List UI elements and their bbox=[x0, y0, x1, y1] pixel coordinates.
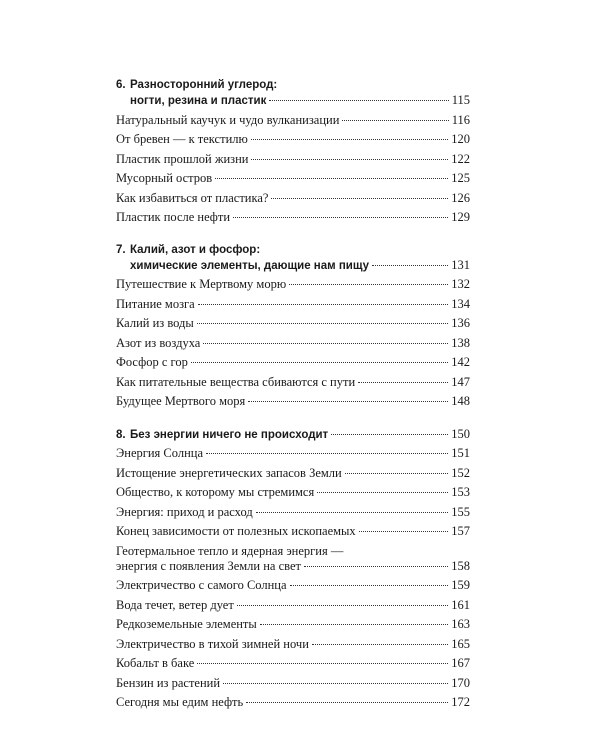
entry-title: Путешествие к Мертвому морю bbox=[116, 277, 287, 291]
page-number: 134 bbox=[451, 296, 470, 311]
page-number: 115 bbox=[451, 93, 470, 107]
toc-entry[interactable] bbox=[116, 656, 470, 671]
entry-title: Как питательные вещества сбиваются с пути bbox=[116, 374, 356, 389]
toc-entry[interactable] bbox=[116, 485, 470, 500]
dot-leader bbox=[198, 304, 449, 305]
page-number: 167 bbox=[451, 656, 470, 670]
chapter-title-row[interactable] bbox=[116, 258, 470, 273]
dot-leader bbox=[256, 512, 449, 513]
chapter-number: 6. bbox=[116, 79, 126, 91]
page-number: 126 bbox=[451, 190, 470, 205]
entry-title: Калий из воды bbox=[116, 316, 194, 330]
toc-entry-multiline[interactable] bbox=[116, 544, 470, 574]
page-number: 136 bbox=[451, 316, 470, 330]
chapter-8 bbox=[116, 427, 470, 710]
dot-leader bbox=[251, 139, 448, 140]
entry-title-line1: Геотермальное тепло и ядерная энергия — bbox=[116, 543, 344, 558]
dot-leader bbox=[248, 401, 448, 402]
toc-entry[interactable] bbox=[116, 598, 470, 613]
page-number: 153 bbox=[451, 485, 470, 499]
dot-leader bbox=[246, 702, 448, 703]
page-number: 172 bbox=[451, 695, 470, 709]
entry-title: Конец зависимости от полезных ископаемых bbox=[116, 524, 356, 538]
toc-entry[interactable] bbox=[116, 171, 470, 186]
dot-leader bbox=[312, 644, 448, 645]
dot-leader bbox=[271, 198, 448, 199]
dot-leader bbox=[289, 284, 448, 285]
entry-title: От бревен — к текстилю bbox=[116, 132, 248, 146]
dot-leader bbox=[290, 585, 449, 586]
entry-title: Будущее Мертвого моря bbox=[116, 394, 246, 408]
entry-title: Бензин из растений bbox=[116, 675, 221, 690]
entry-title: Как избавиться от пластика? bbox=[116, 190, 269, 205]
page-number: 151 bbox=[451, 446, 470, 460]
dot-leader bbox=[215, 178, 448, 179]
entry-title: Вода течет, ветер дует bbox=[116, 597, 234, 612]
table-of-contents bbox=[116, 78, 470, 728]
chapter-title-line1: Разносторонний углерод: bbox=[130, 79, 278, 91]
page-number: 148 bbox=[451, 394, 470, 408]
chapter-7 bbox=[116, 243, 470, 409]
chapter-heading bbox=[116, 78, 470, 93]
chapter-title-row[interactable] bbox=[116, 93, 470, 108]
entry-title-row bbox=[116, 559, 470, 574]
entry-title: Азот из воздуха bbox=[116, 335, 201, 350]
page-number: 131 bbox=[451, 257, 470, 272]
dot-leader bbox=[197, 323, 448, 324]
toc-entry[interactable] bbox=[116, 336, 470, 351]
toc-entry[interactable] bbox=[116, 695, 470, 710]
page-number: 161 bbox=[451, 597, 470, 612]
chapter-title-line2: ногти, резина и пластик bbox=[130, 95, 267, 107]
entry-title: Мусорный остров bbox=[116, 171, 213, 185]
dot-leader bbox=[223, 683, 448, 684]
toc-entry[interactable] bbox=[116, 316, 470, 331]
toc-entry[interactable] bbox=[116, 191, 470, 206]
page-number: 120 bbox=[451, 132, 470, 146]
page-number: 147 bbox=[451, 374, 470, 389]
dot-leader bbox=[358, 382, 448, 383]
page-number: 158 bbox=[451, 558, 470, 573]
entry-title: Истощение энергетических запасов Земли bbox=[116, 465, 342, 480]
toc-entry[interactable] bbox=[116, 524, 470, 539]
toc-entry[interactable] bbox=[116, 297, 470, 312]
chapter-title-row[interactable] bbox=[116, 427, 470, 442]
dot-leader bbox=[317, 492, 448, 493]
toc-entry[interactable] bbox=[116, 394, 470, 409]
toc-entry[interactable] bbox=[116, 617, 470, 632]
dot-leader bbox=[372, 265, 448, 266]
dot-leader bbox=[304, 566, 448, 567]
toc-entry[interactable] bbox=[116, 375, 470, 390]
page-number: 155 bbox=[451, 504, 470, 519]
page-number: 150 bbox=[451, 426, 470, 441]
page-number: 159 bbox=[451, 578, 470, 592]
chapter-title-line1: Без энергии ничего не происходит bbox=[130, 428, 329, 441]
chapter-number: 8. bbox=[116, 428, 126, 441]
dot-leader bbox=[342, 120, 448, 121]
toc-entry[interactable] bbox=[116, 355, 470, 370]
page-number: 157 bbox=[451, 524, 470, 538]
toc-entry[interactable] bbox=[116, 446, 470, 461]
toc-entry[interactable] bbox=[116, 676, 470, 691]
toc-entry[interactable] bbox=[116, 132, 470, 147]
page-number: 163 bbox=[451, 617, 470, 631]
chapter-heading bbox=[116, 243, 470, 258]
entry-title: Натуральный каучук и чудо вулканизации bbox=[116, 112, 340, 127]
page-number: 165 bbox=[451, 636, 470, 651]
page-number: 122 bbox=[451, 151, 470, 166]
entry-title: Пластик прошлой жизни bbox=[116, 151, 249, 166]
entry-title: Питание мозга bbox=[116, 296, 195, 311]
page-number: 152 bbox=[451, 465, 470, 480]
dot-leader bbox=[260, 624, 448, 625]
chapter-title-line1: Калий, азот и фосфор: bbox=[130, 243, 261, 256]
dot-leader bbox=[197, 663, 448, 664]
page-number: 138 bbox=[451, 335, 470, 350]
toc-entry[interactable] bbox=[116, 277, 470, 292]
chapter-6 bbox=[116, 78, 470, 225]
chapter-heading bbox=[116, 429, 328, 441]
dot-leader bbox=[331, 434, 448, 435]
entry-title: Редкоземельные элементы bbox=[116, 617, 257, 631]
page-number: 125 bbox=[451, 171, 470, 185]
dot-leader bbox=[191, 362, 448, 363]
page-number: 170 bbox=[451, 675, 470, 690]
dot-leader bbox=[237, 605, 448, 606]
toc-entry[interactable] bbox=[116, 210, 470, 225]
toc-entry[interactable] bbox=[116, 578, 470, 593]
dot-leader bbox=[251, 159, 448, 160]
dot-leader bbox=[269, 100, 448, 101]
entry-title: Энергия: приход и расход bbox=[116, 504, 253, 519]
entry-title: Электричество в тихой зимней ночи bbox=[116, 636, 309, 651]
toc-entry[interactable] bbox=[116, 505, 470, 520]
entry-title: Электричество с самого Солнца bbox=[116, 578, 287, 592]
entry-title: Общество, к которому мы стремимся bbox=[116, 485, 315, 499]
chapter-title-line2: химические элементы, дающие нам пищу bbox=[130, 259, 369, 272]
dot-leader bbox=[206, 453, 448, 454]
entry-title: Энергия Солнца bbox=[116, 446, 204, 460]
entry-title: Пластик после нефти bbox=[116, 210, 231, 224]
entry-title: энергия с появления Земли на свет bbox=[116, 558, 301, 573]
toc-entry[interactable] bbox=[116, 152, 470, 167]
entry-title: Фосфор с гор bbox=[116, 355, 188, 369]
chapter-number: 7. bbox=[116, 243, 126, 256]
dot-leader bbox=[203, 343, 448, 344]
dot-leader bbox=[359, 531, 449, 532]
entry-title: Сегодня мы едим нефть bbox=[116, 695, 244, 709]
toc-entry[interactable] bbox=[116, 466, 470, 481]
toc-entry[interactable] bbox=[116, 113, 470, 128]
dot-leader bbox=[345, 473, 449, 474]
entry-title: Кобальт в баке bbox=[116, 656, 195, 670]
toc-entry[interactable] bbox=[116, 637, 470, 652]
page-number: 129 bbox=[451, 210, 470, 224]
page-number: 116 bbox=[451, 112, 470, 127]
page-number: 142 bbox=[451, 355, 470, 369]
dot-leader bbox=[233, 217, 448, 218]
page-number: 132 bbox=[451, 277, 470, 291]
